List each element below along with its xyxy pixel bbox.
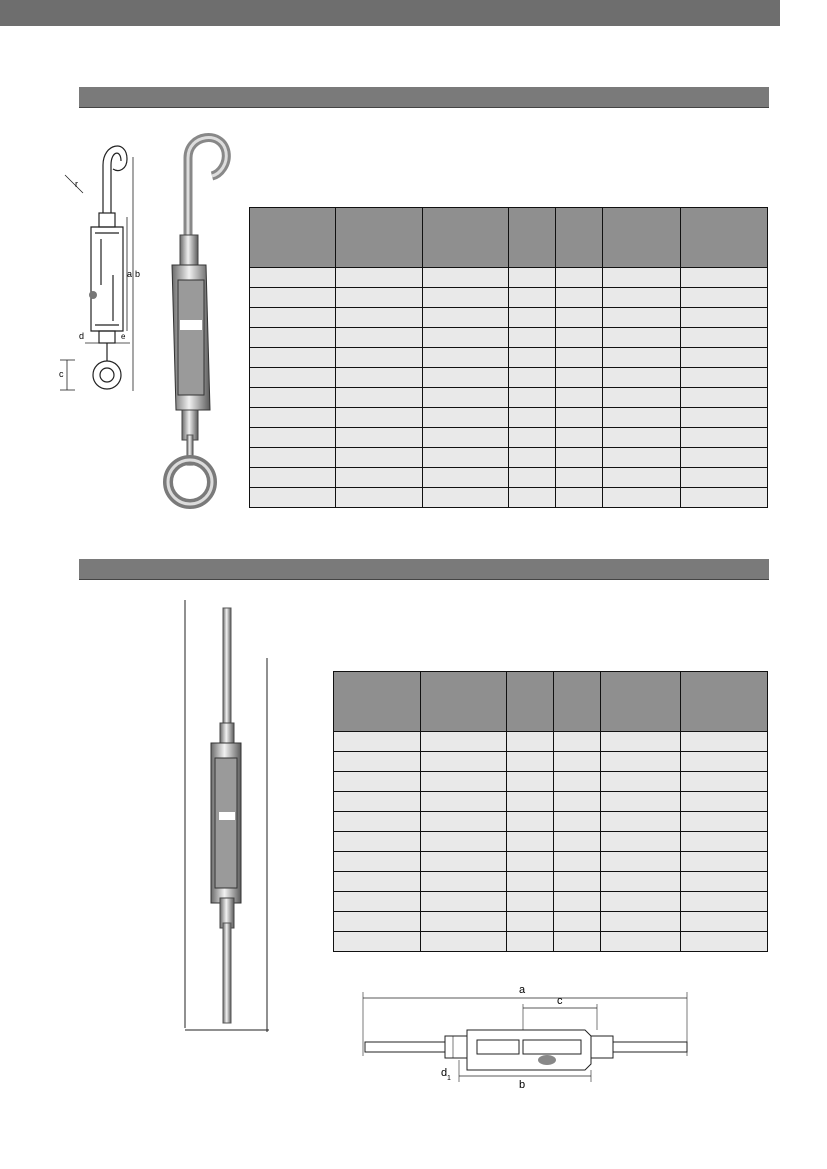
table-header-row — [250, 208, 768, 268]
table-cell — [600, 852, 681, 872]
table-cell — [681, 428, 768, 448]
table-row — [334, 892, 768, 912]
table-cell — [336, 328, 422, 348]
header-cell — [681, 208, 768, 268]
dim-label-b: b — [135, 269, 141, 279]
table-cell — [334, 832, 421, 852]
table-cell — [422, 408, 508, 428]
header-cell — [553, 672, 600, 732]
table-row — [250, 368, 768, 388]
table-cell — [602, 288, 681, 308]
table-cell — [600, 772, 681, 792]
table-cell — [602, 448, 681, 468]
table-row — [334, 812, 768, 832]
table-row — [250, 308, 768, 328]
table-cell — [602, 408, 681, 428]
table-cell — [250, 468, 336, 488]
table-cell — [600, 832, 681, 852]
table-cell — [336, 428, 422, 448]
table-cell — [422, 328, 508, 348]
table-cell — [553, 892, 600, 912]
table-cell — [336, 388, 422, 408]
table-cell — [681, 912, 768, 932]
header-cell — [420, 672, 507, 732]
table-row — [334, 852, 768, 872]
table-row — [250, 388, 768, 408]
table-cell — [422, 288, 508, 308]
table-cell — [507, 872, 554, 892]
table-cell — [336, 448, 422, 468]
dim-label-a: a — [519, 984, 526, 996]
table-cell — [509, 468, 556, 488]
table-cell — [336, 468, 422, 488]
dim-label-r: r — [75, 179, 78, 189]
table-cell — [422, 428, 508, 448]
table-cell — [681, 328, 768, 348]
section-2-heading-bar — [79, 559, 769, 580]
table-cell — [556, 468, 603, 488]
top-header-bar — [0, 0, 780, 26]
table-cell — [602, 328, 681, 348]
table-cell — [422, 348, 508, 368]
dim-label-d-subscript: 1 — [447, 1075, 451, 1082]
table-cell — [250, 488, 336, 508]
table-cell — [336, 308, 422, 328]
table-row — [250, 448, 768, 468]
table-cell — [681, 388, 768, 408]
table-row — [334, 772, 768, 792]
table-cell — [507, 912, 554, 932]
table-cell — [556, 388, 603, 408]
table-cell — [681, 752, 768, 772]
table-cell — [509, 488, 556, 508]
table-row — [334, 832, 768, 852]
dim-label-a: a — [127, 269, 133, 279]
table-cell — [509, 348, 556, 368]
table-cell — [507, 752, 554, 772]
dim-label-b: b — [519, 1079, 526, 1091]
table-cell — [250, 348, 336, 368]
table-cell — [681, 792, 768, 812]
table-cell — [422, 388, 508, 408]
table-cell — [600, 892, 681, 912]
table-cell — [556, 428, 603, 448]
table-cell — [250, 428, 336, 448]
table-cell — [556, 368, 603, 388]
table-cell — [250, 268, 336, 288]
table-row — [250, 428, 768, 448]
table-row — [334, 792, 768, 812]
table-cell — [420, 772, 507, 792]
table-row — [250, 288, 768, 308]
table-cell — [334, 932, 421, 952]
table-cell — [600, 912, 681, 932]
table-cell — [507, 852, 554, 872]
table-cell — [336, 288, 422, 308]
table-cell — [336, 488, 422, 508]
header-cell — [507, 672, 554, 732]
table-cell — [336, 268, 422, 288]
table-header-row — [334, 672, 768, 732]
table-row — [250, 328, 768, 348]
table-cell — [507, 932, 554, 952]
table-cell — [420, 872, 507, 892]
table-cell — [422, 368, 508, 388]
table-cell — [681, 932, 768, 952]
hook-eye-turnbuckle-drawing — [55, 135, 145, 405]
table-cell — [250, 408, 336, 428]
table-cell — [681, 268, 768, 288]
table-cell — [556, 288, 603, 308]
dim-label-c: c — [557, 995, 563, 1007]
table-cell — [600, 872, 681, 892]
header-cell — [602, 208, 681, 268]
table-cell — [334, 772, 421, 792]
table-cell — [250, 448, 336, 468]
hook-eye-turnbuckle-photo — [150, 130, 240, 515]
table-cell — [602, 368, 681, 388]
table-cell — [600, 812, 681, 832]
table-cell — [336, 368, 422, 388]
table-cell — [509, 288, 556, 308]
table-cell — [250, 288, 336, 308]
table-cell — [681, 772, 768, 792]
table-cell — [334, 752, 421, 772]
table-cell — [334, 912, 421, 932]
table-cell — [509, 368, 556, 388]
table-cell — [602, 468, 681, 488]
section-2-spec-table — [333, 671, 768, 952]
table-cell — [681, 468, 768, 488]
table-cell — [556, 268, 603, 288]
table-cell — [553, 772, 600, 792]
table-cell — [553, 912, 600, 932]
table-cell — [553, 852, 600, 872]
table-cell — [681, 892, 768, 912]
header-cell — [336, 208, 422, 268]
table-cell — [553, 932, 600, 952]
header-cell — [600, 672, 681, 732]
table-cell — [334, 732, 421, 752]
table-cell — [553, 872, 600, 892]
table-cell — [507, 812, 554, 832]
header-cell — [556, 208, 603, 268]
table-cell — [556, 448, 603, 468]
table-cell — [420, 852, 507, 872]
table-cell — [420, 892, 507, 912]
table-cell — [422, 488, 508, 508]
table-cell — [507, 892, 554, 912]
table-row — [334, 872, 768, 892]
header-cell — [334, 672, 421, 732]
table-cell — [681, 832, 768, 852]
table-cell — [422, 308, 508, 328]
table-row — [250, 348, 768, 368]
stub-turnbuckle-dimension-drawing — [355, 980, 700, 1095]
table-cell — [681, 408, 768, 428]
table-cell — [420, 932, 507, 952]
table-row — [334, 732, 768, 752]
table-cell — [509, 308, 556, 328]
table-row — [334, 932, 768, 952]
table-cell — [681, 872, 768, 892]
table-row — [250, 488, 768, 508]
table-cell — [553, 832, 600, 852]
table-cell — [556, 348, 603, 368]
table-cell — [681, 852, 768, 872]
table-cell — [600, 792, 681, 812]
table-cell — [600, 732, 681, 752]
table-cell — [602, 388, 681, 408]
table-cell — [553, 812, 600, 832]
table-cell — [602, 488, 681, 508]
table-cell — [553, 792, 600, 812]
table-cell — [553, 732, 600, 752]
section-1-spec-table — [249, 207, 768, 508]
table-cell — [509, 328, 556, 348]
table-cell — [602, 348, 681, 368]
table-cell — [509, 388, 556, 408]
table-cell — [422, 468, 508, 488]
table-cell — [334, 892, 421, 912]
dim-label-e: e — [121, 332, 126, 341]
table-cell — [420, 912, 507, 932]
table-cell — [509, 428, 556, 448]
table-cell — [420, 812, 507, 832]
table-cell — [250, 328, 336, 348]
table-cell — [556, 308, 603, 328]
table-cell — [681, 368, 768, 388]
table-cell — [600, 932, 681, 952]
table-cell — [509, 408, 556, 428]
table-cell — [250, 388, 336, 408]
table-cell — [250, 368, 336, 388]
table-cell — [507, 832, 554, 852]
table-cell — [334, 792, 421, 812]
table-row — [250, 468, 768, 488]
table-cell — [507, 772, 554, 792]
table-cell — [556, 408, 603, 428]
table-cell — [681, 812, 768, 832]
table-cell — [507, 732, 554, 752]
section-1-heading-bar — [79, 87, 769, 108]
table-cell — [681, 348, 768, 368]
table-cell — [420, 732, 507, 752]
table-row — [334, 912, 768, 932]
table-cell — [553, 752, 600, 772]
table-cell — [602, 268, 681, 288]
table-cell — [602, 308, 681, 328]
table-cell — [334, 872, 421, 892]
dim-label-d: d — [79, 331, 85, 341]
table-cell — [420, 792, 507, 812]
header-cell — [681, 672, 768, 732]
table-cell — [509, 448, 556, 468]
header-cell — [422, 208, 508, 268]
table-cell — [509, 268, 556, 288]
header-cell — [250, 208, 336, 268]
table-row — [334, 752, 768, 772]
table-cell — [602, 428, 681, 448]
table-row — [250, 268, 768, 288]
table-cell — [681, 288, 768, 308]
dim-label-c: c — [59, 369, 64, 379]
dim-label-d: d — [441, 1067, 448, 1079]
table-cell — [600, 752, 681, 772]
table-cell — [336, 348, 422, 368]
table-cell — [681, 732, 768, 752]
table-cell — [681, 308, 768, 328]
table-cell — [681, 488, 768, 508]
table-cell — [507, 792, 554, 812]
table-cell — [334, 812, 421, 832]
header-cell — [509, 208, 556, 268]
table-cell — [556, 488, 603, 508]
table-cell — [422, 268, 508, 288]
table-cell — [422, 448, 508, 468]
table-row — [250, 408, 768, 428]
table-cell — [420, 752, 507, 772]
stub-turnbuckle-photo — [183, 598, 273, 1034]
table-cell — [420, 832, 507, 852]
table-cell — [681, 448, 768, 468]
table-cell — [556, 328, 603, 348]
table-cell — [250, 308, 336, 328]
table-cell — [336, 408, 422, 428]
table-cell — [334, 852, 421, 872]
